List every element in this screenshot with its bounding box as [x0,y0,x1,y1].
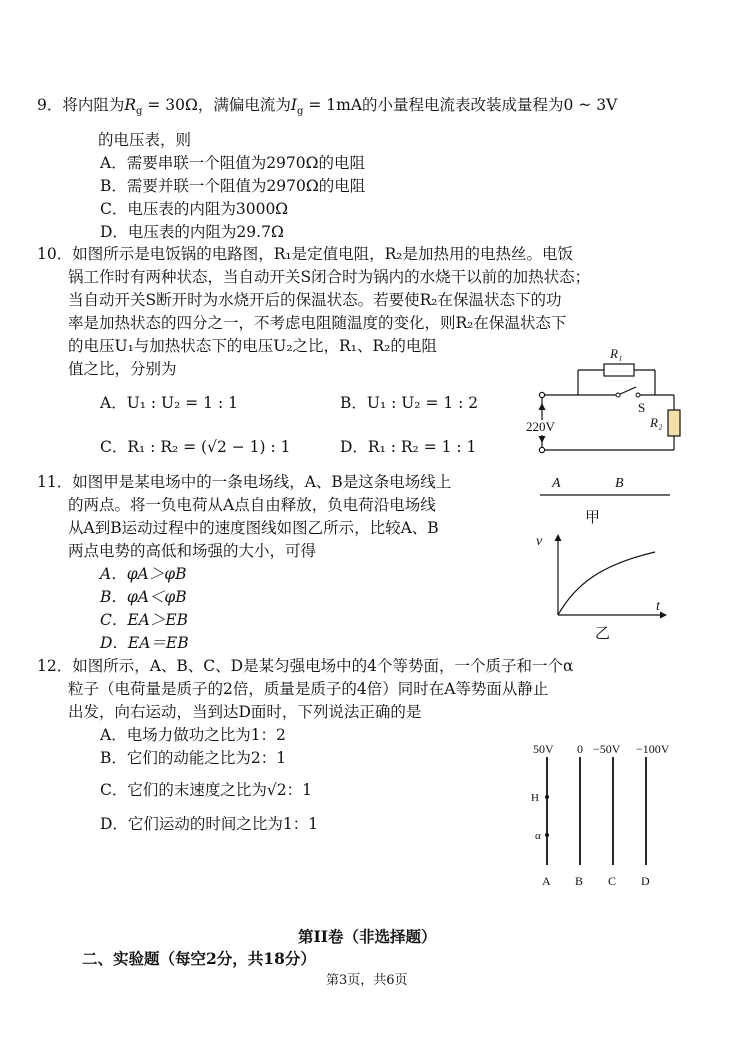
q9-rg-symbol: R [124,96,137,114]
q11-line-3: 从A到B运动过程中的速度图线如图乙所示，比较A、B [68,519,439,537]
q9-ig-symbol: I [290,96,298,114]
q10-line-4: 率是加热状态的四分之一，不考虑电阻随温度的变化，则R₂在保温状态下 [68,314,567,332]
q10-option-c: C．R₁ : R₂ = (√2 − 1) : 1 [100,438,291,456]
q12-plane-d: D [641,874,650,888]
q12-plane-a: A [542,874,551,888]
q11-velocity-graph [530,530,675,645]
q12-potential-d: −100V [636,742,670,756]
q10-option-b: B．U₁ : U₂ = 1 : 2 [340,394,479,412]
q11-fig-a-caption: 甲 [585,510,601,526]
q12-option-b: B．它们的动能之比为2：1 [100,749,287,767]
q12-line-2: 粒子（电荷量是质子的2倍，质量是质子的4倍）同时在A等势面从静止 [68,680,549,698]
q10-line-5: 的电压U₁与加热状态下的电压U₂之比，R₁、R₂的电阻 [68,337,437,355]
q9-ig-value: = 1mA [303,96,363,114]
q10-option-d: D．R₁ : R₂ = 1 : 1 [340,438,477,456]
q11-point-a-label: A [552,476,561,491]
q9-rg-sub: g [136,106,143,118]
q9-option-a: A．需要串联一个阻值为2970Ω的电阻 [100,154,365,172]
q10-line-6: 值之比，分别为 [68,360,177,378]
q11-line-2: 的两点。将一负电荷从A点自由释放，负电荷沿电场线 [68,496,436,514]
q11-fig-b-caption: 乙 [595,626,611,642]
q12-line-3: 出发，向右运动，当到达D面时，下列说法正确的是 [68,703,422,721]
q11-line-4: 两点电势的高低和场强的大小，可得 [68,542,317,560]
q9-stem-line2: 的电压表，则 [98,131,192,149]
q12-proton-label: H [531,792,539,804]
q10-circuit-diagram [500,340,700,460]
q12-equipotential-diagram [525,735,695,895]
q12-option-a: A．电场力做功之比为1：2 [100,726,286,744]
q12-potential-b: 0 [577,742,583,756]
q11-option-a: A．φA＞φB [100,565,187,583]
q12-potential-a: 50V [533,742,554,756]
q9-stem-mid: ，满偏电流为 [197,96,291,114]
q9-rg-value: = 30Ω [142,96,198,114]
q9-ig-sub: g [297,106,304,118]
q10-r1-label: R₁ [610,346,623,361]
q12-alpha-label: α [535,830,541,842]
q12-plane-b: B [575,874,584,888]
page-footer: 第3页，共6页 [326,973,408,988]
q9-option-d: D．电压表的内阻为29.7Ω [100,223,284,241]
q11-line-1: 11．如图甲是某电场中的一条电场线，A、B是这条电场线上 [37,473,452,491]
q9-option-c: C．电压表的内阻为3000Ω [100,200,289,218]
q12-line-1: 12．如图所示，A、B、C、D是某匀强电场中的4个等势面，一个质子和一个α [37,657,574,675]
q12-option-d: D．它们运动的时间之比为1：1 [100,815,319,833]
q11-field-line-figure [535,470,675,530]
q10-line-3: 当自动开关S断开时为水烧开后的保温状态。若要使R₂在保温状态下的功 [68,291,562,309]
q9-stem-tail: 的小量程电流表改装成量程为0 ~ 3V [362,96,618,114]
q11-t-axis-label: t [656,599,660,614]
q10-voltage-label: 220V [526,419,555,434]
q11-option-c: C．EA＞EB [100,611,189,629]
q11-v-axis-label: v [536,534,543,549]
q11-point-b-label: B [615,476,624,491]
q12-option-c: C．它们的末速度之比为√2：1 [100,781,312,799]
q10-switch-label: S [638,400,646,415]
section-heading: 二、实验题（每空2分，共18分） [82,949,316,968]
q11-option-b: B．φA＜φB [100,588,187,606]
q10-option-a: A．U₁ : U₂ = 1 : 1 [100,394,238,412]
q10-line-2: 锅工作时有两种状态，当自动开关S闭合时为锅内的水烧干以前的加热状态； [68,268,591,286]
section-title: 第II卷（非选择题） [298,927,437,946]
q9-stem-prefix: 9．将内阻为 [37,96,125,114]
q10-line-1: 10．如图所示是电饭锅的电路图，R₁是定值电阻，R₂是加热用的电热丝。电饭 [37,245,573,263]
q9-stem [37,94,617,123]
q11-option-d: D．EA＝EB [100,634,189,652]
q12-potential-c: −50V [593,742,621,756]
q10-r2-label: R₂ [650,415,663,430]
q9-option-b: B．需要并联一个阻值为2970Ω的电阻 [100,177,366,195]
q12-plane-c: C [608,874,617,888]
